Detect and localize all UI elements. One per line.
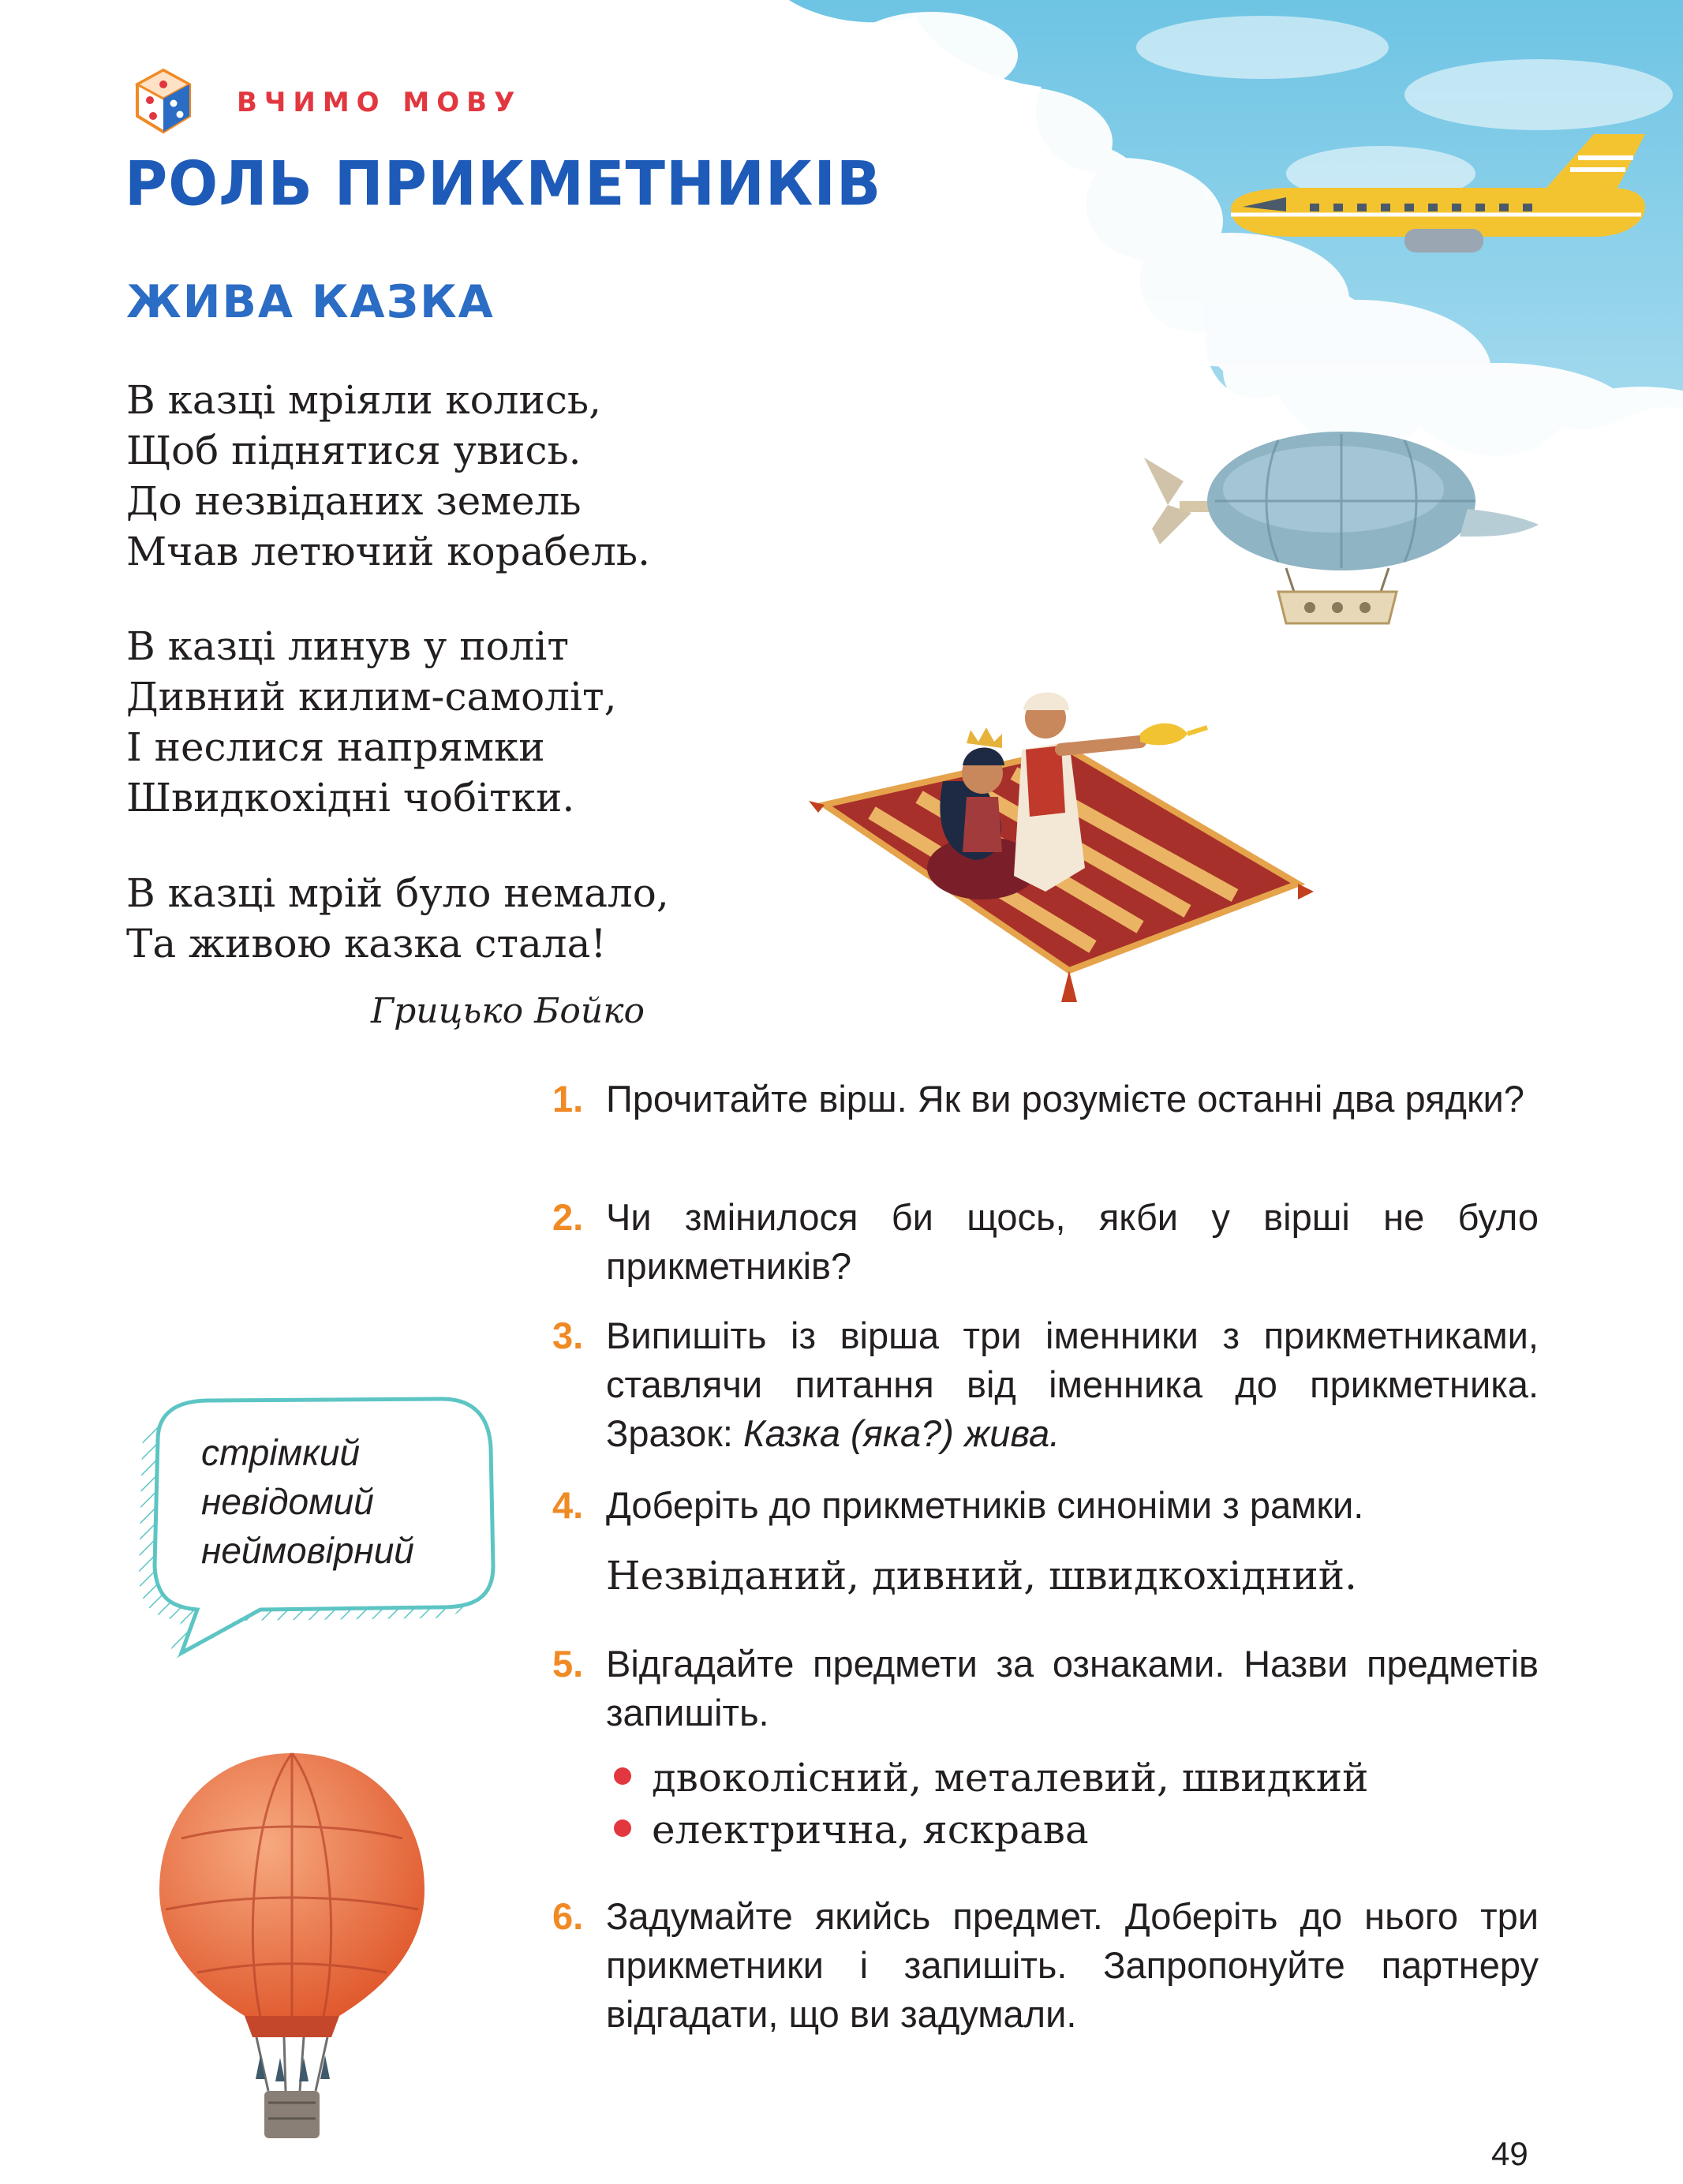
bullet-text: двоколісний, металевий, швидкий [652,1755,1369,1801]
poem-line: Мчав летючий корабель. [126,529,650,574]
task-number: 5. [552,1643,584,1685]
bubble-word: невідомий [201,1481,374,1522]
poem-line: До незвіданих земель [126,478,582,524]
page-number: 49 [1491,2135,1528,2172]
poem-line: В казці мрій було немало, [126,870,669,916]
poem-line: В казці мріяли колись, [126,377,601,423]
task-4 [552,1481,1539,1530]
poem-line: Дивний килим-самоліт, [126,674,617,720]
task-text: Задумайте якийсь предмет. Доберіть до нього три прикметники і запишіть. Запропонуйте партнеру відгадати, що ви задумали. [606,1895,1539,2035]
task-2 [552,1193,1539,1291]
poem-line: Швидкохідні чобітки. [126,775,575,821]
task-text: Відгадайте предмети за ознаками. Назви предметів запишіть. [606,1643,1539,1733]
bullet-dot [614,1767,631,1785]
task-number: 2. [552,1196,584,1238]
bullet-text: електрична, яскрава [652,1807,1089,1853]
flying-carpet-icon [809,655,1314,1002]
poem-stanza-3 [126,868,669,969]
poem-line: І неслися напрямки [126,724,545,770]
poem-line: Щоб піднятися увись. [126,428,582,473]
riddle-bullet-1 [614,1755,1368,1801]
task-text: Доберіть до прикметників синоніми з рамки. [606,1484,1364,1526]
airship-icon [1136,426,1546,647]
task-number: 4. [552,1484,584,1526]
task-number: 6. [552,1895,584,1937]
poem-stanza-1 [126,375,650,577]
task-number: 1. [552,1078,584,1120]
poem-stanza-2 [126,621,617,823]
synonym-words: Незвіданий, дивний, швидкохідний. [606,1553,1357,1599]
task-3 [552,1311,1539,1458]
dice-cube-icon [133,67,194,135]
task-3-text: Випишіть із вірша три іменники з прикметниками, ставлячи питання від іменника до прикметника. Зразок: [606,1315,1539,1454]
bubble-word: неймовірний [201,1530,414,1571]
section-label: ВЧИМО МОВУ [237,87,522,118]
poem-title: ЖИВА КАЗКА [126,276,495,328]
task-number: 3. [552,1315,584,1356]
bullet-dot [614,1819,631,1837]
page-title: РОЛЬ ПРИКМЕТНИКІВ [125,148,882,220]
riddle-bullet-2 [614,1807,1089,1853]
task-text: Прочитайте вірш. Як ви розумієте останні два рядки? [606,1078,1524,1120]
bubble-word-list [201,1428,414,1575]
task-1 [552,1075,1539,1124]
poem-author: Грицько Бойко [371,991,645,1031]
task-text [606,1311,1539,1458]
task-3-example: Казка (яка?) жива. [742,1412,1060,1454]
task-5 [552,1640,1539,1737]
task-6 [552,1892,1539,2039]
poem-line: Та живою казка стала! [126,921,607,967]
hot-air-balloon-icon [150,1744,434,2146]
bubble-word: стрімкий [201,1432,361,1473]
poem-line: В казці линув у політ [126,623,570,669]
task-text: Чи змінилося би щось, якби у вірші не було прикметників? [606,1196,1539,1287]
